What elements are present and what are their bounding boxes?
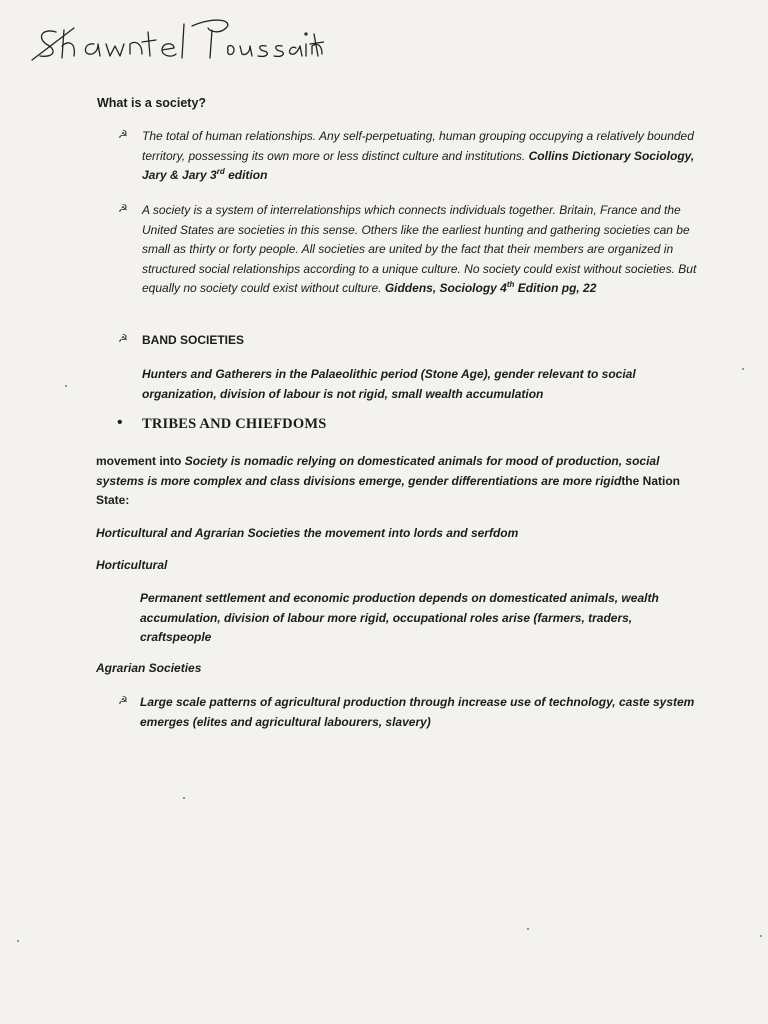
bullet-dot-icon: • <box>117 414 123 431</box>
agrarian-description: Large scale patterns of agricultural production through increase use of technology, caste system emerges (elites and agricultural labourers, slavery) <box>140 695 695 729</box>
scan-speck <box>65 385 67 387</box>
bullet-icon: ☭ <box>118 694 128 707</box>
horticultural-title: Horticultural <box>96 558 168 572</box>
tribes-description: movement into Society is nomadic relying on domesticated animals for mood of production, social systems is more complex and class divisions emerge, gender differentiations are more rigidthe Nation State: <box>96 454 680 507</box>
horticultural-description: Permanent settlement and economic production depends on domesticated animals, wealth accumulation, division of labour more rigid, occupational roles arise (farmers, traders, craftspeople <box>140 591 659 644</box>
scan-speck <box>760 935 762 937</box>
tribes-chiefdoms-title: TRIBES AND CHIEFDOMS <box>142 416 327 432</box>
signature-drawing <box>14 6 324 66</box>
band-societies-title: BAND SOCIETIES <box>142 333 245 347</box>
definition-body: The total of human relationships. Any self-perpetuating, human grouping occupying a relatively bounded territory, possessing its own more or less distinct culture and institutions. <box>142 129 694 163</box>
scan-speck <box>742 368 744 370</box>
scan-speck <box>17 940 19 942</box>
bullet-icon: ☭ <box>118 332 128 345</box>
horticultural-agrarian-heading: Horticultural and Agrarian Societies the movement into lords and serfdom <box>96 526 519 540</box>
bullet-icon: ☭ <box>118 128 128 141</box>
band-societies-description: Hunters and Gatherers in the Palaeolithic period (Stone Age), gender relevant to social organization, division of labour is not rigid, small wealth accumulation <box>142 367 636 401</box>
definition-giddens <box>142 201 702 299</box>
definition-collins <box>142 127 702 186</box>
definition-source: Collins Dictionary Sociology, Jary & Jary 3rd edition <box>142 148 695 182</box>
bullet-icon: ☭ <box>118 202 128 215</box>
agrarian-title: Agrarian Societies <box>96 661 202 675</box>
scan-speck <box>183 797 185 799</box>
handwritten-signature <box>14 6 324 66</box>
definition-source: Giddens, Sociology 4th Edition pg, 22 <box>384 280 597 295</box>
scan-speck <box>527 928 529 930</box>
definition-body: A society is a system of interrelationships which connects individuals together. Britain, France and the United States are societies in this sense. Others like the earliest hunting and gathering societies can be small as thirty or forty people. All societies are united by the fact that their members are organized in structured social relationships according to a unique culture. No society could exist without societies. But equally no society could exist without culture. <box>142 203 697 295</box>
page-heading: What is a society? <box>97 96 207 110</box>
